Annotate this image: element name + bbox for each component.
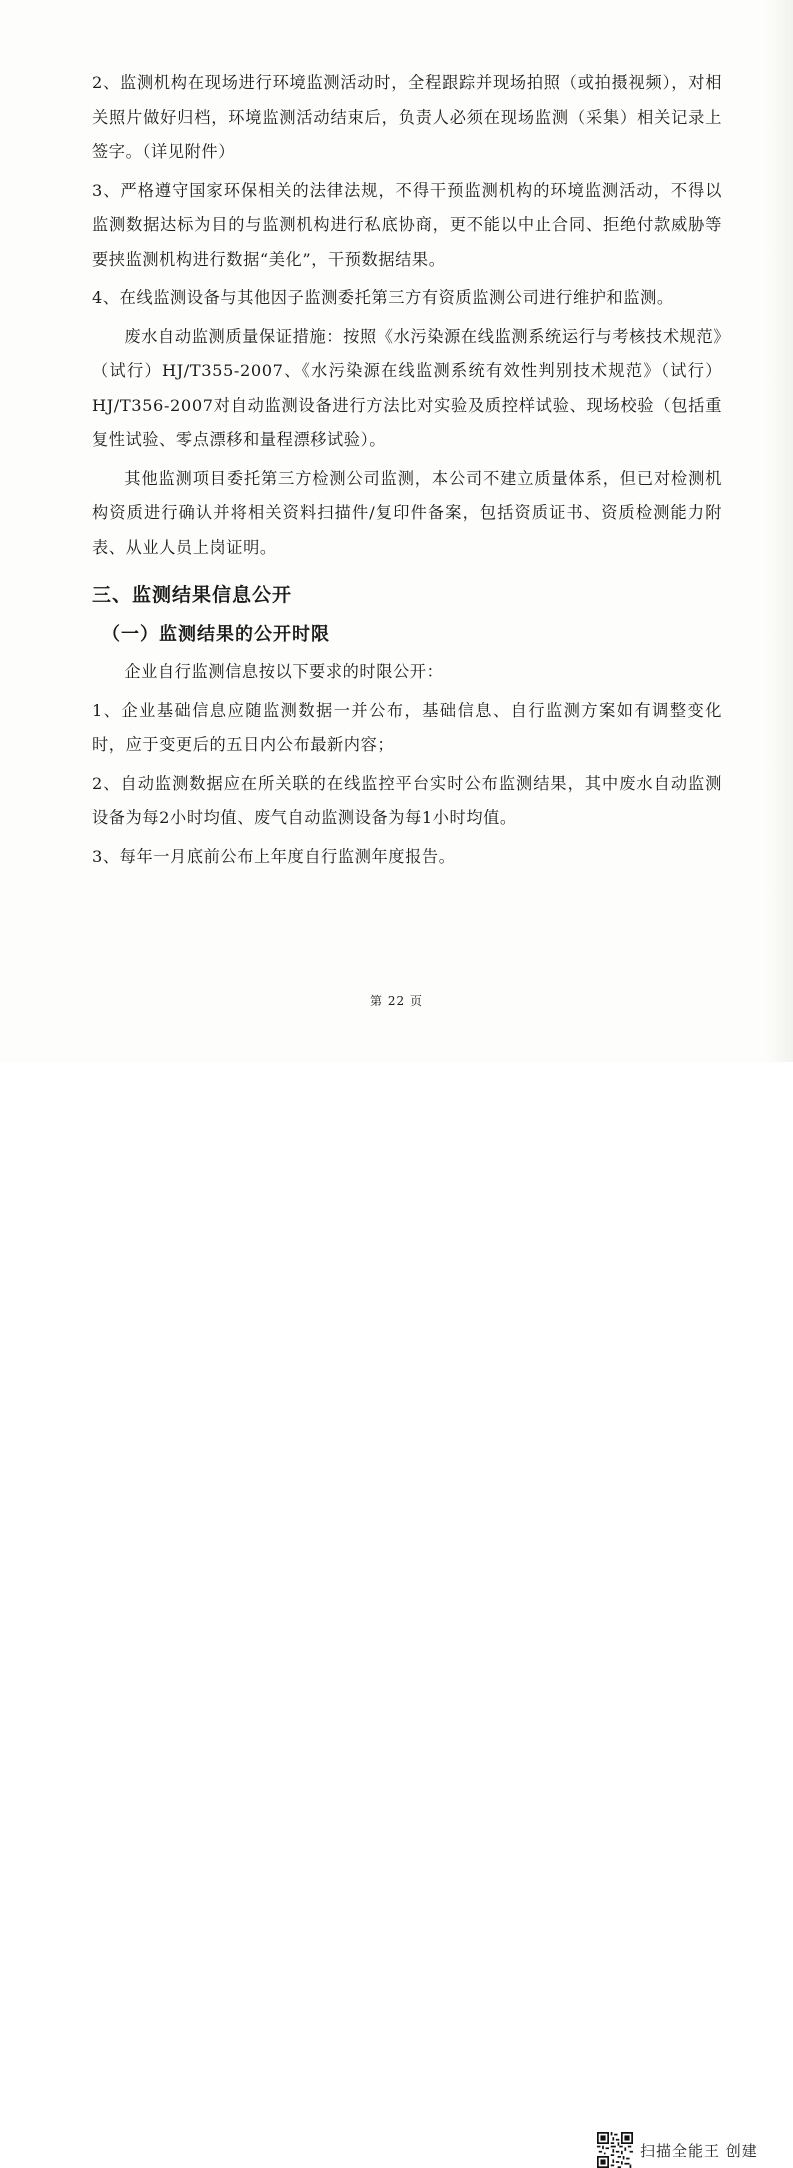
qr-code-icon — [597, 2132, 633, 2168]
scanner-watermark: 扫描全能王 创建 — [640, 2142, 758, 2160]
section-heading: 三、监测结果信息公开 — [92, 584, 293, 606]
scanned-page — [0, 0, 793, 1062]
subsection-heading: （一）监测结果的公开时限 — [102, 624, 330, 645]
scan-shadow-edge — [765, 0, 793, 1062]
paragraph-3: 3、严格遵守国家环保相关的法律法规，不得干预监测机构的环境监测活动，不得以监测数据达标为目的与监测机构进行私底协商，更不能以中止合同、拒绝付款威胁等要挟监测机构进行数据“美化”，干预数据结果。 — [92, 180, 722, 269]
page-number: 第 22 页 — [370, 994, 423, 1008]
paragraph-other-monitoring: 其他监测项目委托第三方检测公司监测，本公司不建立质量体系，但已对检测机构资质进行确认并将相关资料扫描件/复印件备案，包括资质证书、资质检测能力附表、从业人员上岗证明。 — [92, 468, 722, 557]
document-body — [92, 66, 722, 874]
paragraph-disclosure-1: 1、企业基础信息应随监测数据一并公布，基础信息、自行监测方案如有调整变化时，应于变更后的五日内公布最新内容； — [92, 700, 722, 754]
paragraph-disclosure-intro: 企业自行监测信息按以下要求的时限公开： — [124, 662, 444, 681]
paragraph-wastewater-qa: 废水自动监测质量保证措施：按照《水污染源在线监测系统运行与考核技术规范》（试行）HJ/T355-2007、《水污染源在线监测系统有效性判别技术规范》（试行）HJ/T356-2007对自动监测设备进行方法比对实验及质控样试验、现场校验（包括重复性试验、零点漂移和量程漂移试验）。 — [92, 326, 722, 449]
scanner-footer — [0, 1062, 793, 2160]
paragraph-4: 4、在线监测设备与其他因子监测委托第三方有资质监测公司进行维护和监测。 — [92, 288, 674, 307]
paragraph-disclosure-2: 2、自动监测数据应在所关联的在线监控平台实时公布监测结果，其中废水自动监测设备为每2小时均值、废气自动监测设备为每1小时均值。 — [92, 773, 722, 827]
paragraph-disclosure-3: 3、每年一月底前公布上年度自行监测年度报告。 — [92, 846, 456, 866]
paragraph-2: 2、监测机构在现场进行环境监测活动时，全程跟踪并现场拍照（或拍摄视频），对相关照片做好归档，环境监测活动结束后，负责人必须在现场监测（采集）相关记录上签字。（详见附件） — [92, 73, 722, 161]
